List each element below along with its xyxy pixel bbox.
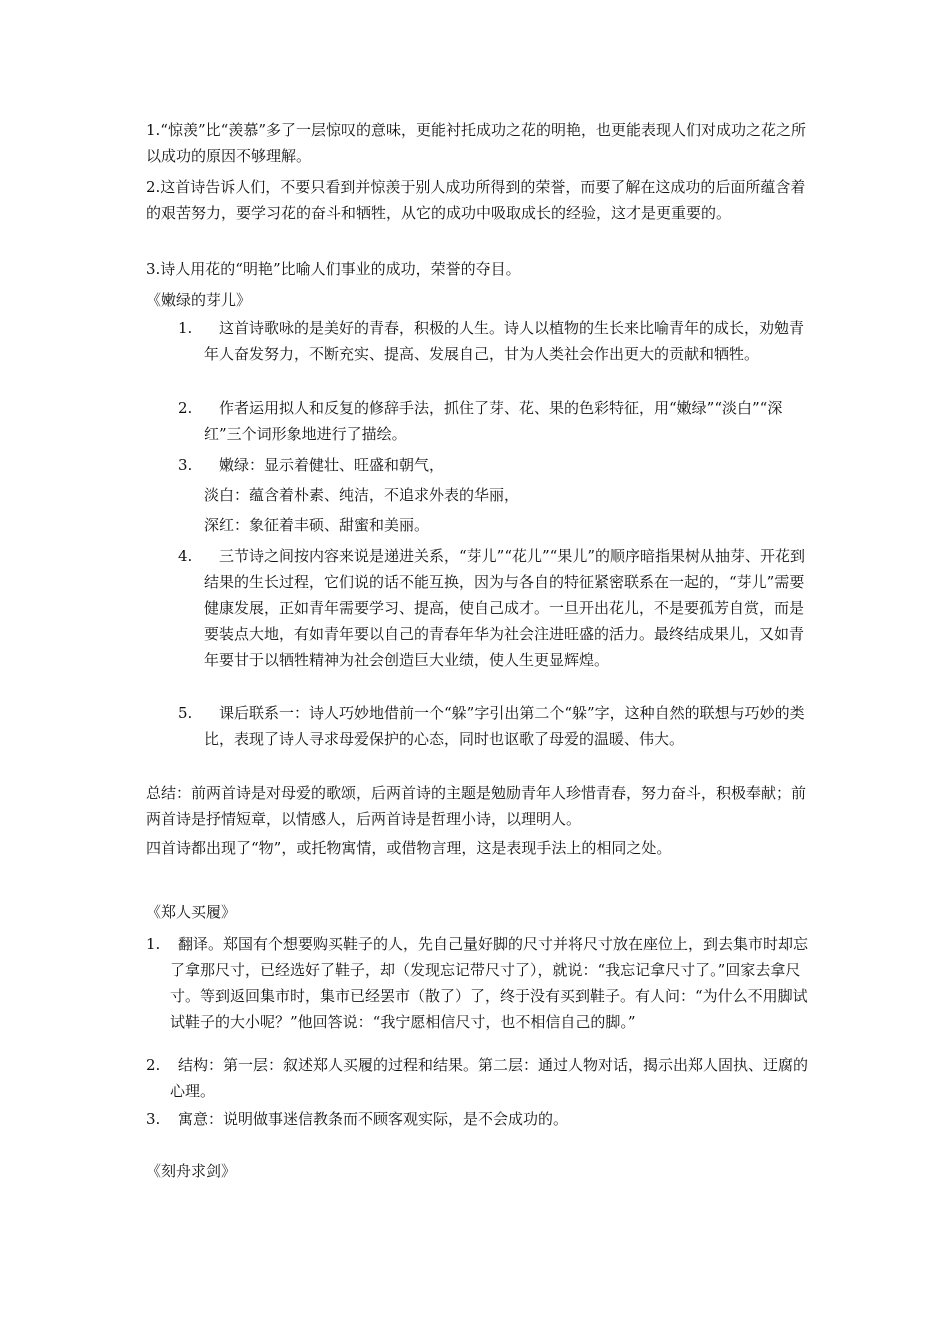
list-number: 2. — [146, 1056, 161, 1074]
list-item: 三节诗之间按内容来说是递进关系，“芽儿”“花儿”“果儿”的顺序暗指果树从抽芽、开花到结果的生长过程，它们说的话不能互换，因为与各自的特征紧密联系在一起的，“芽儿”需要健康发展，正如青年需要学习、提高，使自己成才。一旦开出花儿，不是要孤芳自赏，而是要装点大地，有如青年要以自己的青春年华为社会注进旺盛的活力。最终结成果儿，又如青年要甘于以牺牲精神为社会创造巨大业绩，使人生更显辉煌。 — [204, 547, 806, 669]
list-number: 3. — [178, 456, 193, 474]
list-subitem: 淡白：蕴含着朴素、纯洁，不追求外表的华丽， — [204, 486, 520, 504]
paragraph-2: 2.这首诗告诉人们，不要只看到并惊羡于别人成功所得到的荣誉，而要了解在这成功的后面所蕴含着的艰苦努力，要学习花的奋斗和牺牲，从它的成功中吸取成长的经验，这才是更重要的。 — [146, 178, 806, 222]
list-number: 2. — [178, 399, 193, 417]
summary-paragraph: 总结：前两首诗是对母爱的歌颂，后两首诗的主题是勉励青年人珍惜青春，努力奋斗，积极奉献；前两首诗是抒情短章，以情感人，后两首诗是哲理小诗，以理明人。 — [146, 784, 807, 828]
list-number: 5. — [178, 704, 193, 722]
list-item: 结构：第一层：叙述郑人买履的过程和结果。第二层：通过人物对话，揭示出郑人固执、迂腐的心理。 — [170, 1056, 809, 1100]
list-item: 翻译。郑国有个想要购买鞋子的人，先自己量好脚的尺寸并将尺寸放在座位上，到去集市时却忘了拿那尺寸，已经选好了鞋子，却（发现忘记带尺寸了），就说：“我忘记拿尺寸了。”回家去拿尺寸。等到返回集市时，集市已经罢市（散了）了，终于没有买到鞋子。有人问：“为什么不用脚试试鞋子的大小呢？”他回答说：“我宁愿相信尺寸，也不相信自己的脚。” — [170, 935, 809, 1031]
four-poems-paragraph: 四首诗都出现了“物”，或托物寓情，或借物言理，这是表现手法上的相同之处。 — [146, 839, 672, 857]
list-number: 1. — [146, 935, 161, 953]
list-item: 这首诗歌咏的是美好的青春，积极的人生。诗人以植物的生长来比喻青年的成长，劝勉青年人奋发努力，不断充实、提高、发展自己，甘为人类社会作出更大的贡献和牺牲。 — [204, 319, 805, 363]
section-title-zhengren: 《郑人买履》 — [146, 903, 237, 921]
paragraph-3: 3.诗人用花的“明艳”比喻人们事业的成功，荣誉的夺目。 — [146, 260, 521, 278]
list-item: 作者运用拟人和反复的修辞手法，抓住了芽、花、果的色彩特征，用“嫩绿”“淡白”“深红”三个词形象地进行了描绘。 — [204, 399, 783, 443]
list-item: 嫩绿：显示着健壮、旺盛和朝气， — [219, 456, 445, 474]
section-title-kezhou: 《刻舟求剑》 — [146, 1162, 237, 1180]
list-subitem: 深红：象征着丰硕、甜蜜和美丽。 — [204, 516, 430, 534]
section-title-nenlv: 《嫩绿的芽儿》 — [146, 291, 252, 309]
list-number: 1. — [178, 319, 193, 337]
list-item: 寓意：说明做事迷信教条而不顾客观实际，是不会成功的。 — [178, 1110, 569, 1128]
list-number: 4. — [178, 547, 193, 565]
list-number: 3. — [146, 1110, 161, 1128]
list-item: 课后联系一：诗人巧妙地借前一个“躲”字引出第二个“躲”字，这种自然的联想与巧妙的类比，表现了诗人寻求母爱保护的心态，同时也讴歌了母爱的温暖、伟大。 — [204, 704, 805, 748]
paragraph-1: 1.“惊羡”比“羡慕”多了一层惊叹的意味，更能衬托成功之花的明艳，也更能表现人们对成功之花之所以成功的原因不够理解。 — [146, 121, 806, 165]
